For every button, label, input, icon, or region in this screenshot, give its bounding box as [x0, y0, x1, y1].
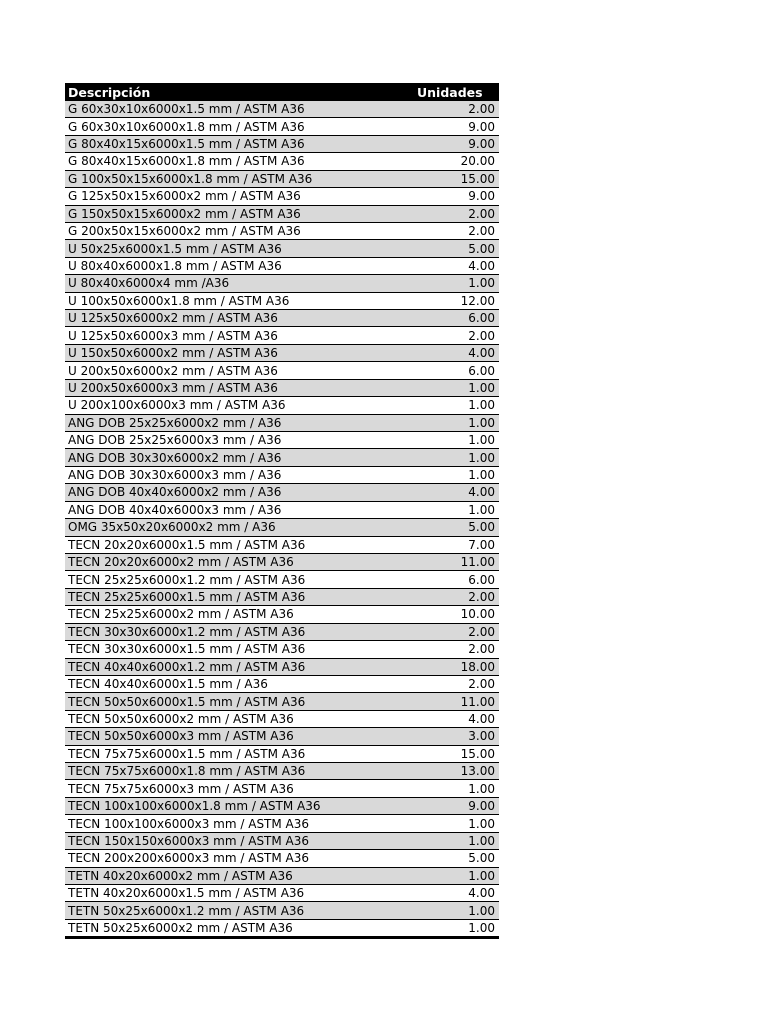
table-row [65, 275, 499, 292]
table-row [65, 206, 499, 223]
cell-units: 1.00 [468, 450, 495, 465]
cell-description: U 100x50x6000x1.8 mm / ASTM A36 [68, 293, 290, 308]
cell-units: 4.00 [468, 711, 495, 726]
cell-description: ANG DOB 25x25x6000x3 mm / A36 [68, 433, 282, 448]
table-row [65, 188, 499, 205]
cell-description: TECN 75x75x6000x1.8 mm / ASTM A36 [68, 764, 306, 779]
cell-units: 1.00 [468, 433, 495, 448]
cell-description: TECN 30x30x6000x1.5 mm / ASTM A36 [68, 642, 306, 657]
cell-description: ANG DOB 40x40x6000x3 mm / A36 [68, 502, 282, 517]
cell-units: 9.00 [468, 137, 495, 152]
cell-units: 20.00 [460, 154, 495, 169]
cell-units: 5.00 [468, 851, 495, 866]
cell-units: 2.00 [468, 328, 495, 343]
table-row [65, 659, 499, 676]
cell-description: TECN 100x100x6000x3 mm / ASTM A36 [68, 816, 310, 831]
table-row [65, 415, 499, 432]
table-row [65, 868, 499, 885]
cell-units: 10.00 [460, 607, 495, 622]
cell-units: 18.00 [460, 659, 495, 674]
table-row [65, 571, 499, 588]
cell-description: TETN 40x20x6000x1.5 mm / ASTM A36 [68, 886, 305, 901]
cell-units: 11.00 [460, 555, 495, 570]
cell-units: 1.00 [468, 415, 495, 430]
cell-description: U 80x40x6000x1.8 mm / ASTM A36 [68, 259, 282, 273]
table-row [65, 223, 499, 240]
table-row [65, 362, 499, 379]
cell-description: G 80x40x15x6000x1.8 mm / ASTM A36 [68, 154, 305, 169]
cell-description: OMG 35x50x20x6000x2 mm / A36 [68, 520, 276, 535]
cell-units: 9.00 [468, 189, 495, 204]
table-row [65, 153, 499, 170]
cell-description: U 200x50x6000x3 mm / ASTM A36 [68, 380, 278, 395]
cell-description: U 125x50x6000x2 mm / ASTM A36 [68, 311, 278, 326]
table-row [65, 728, 499, 745]
cell-units: 11.00 [460, 694, 495, 709]
table-row [65, 693, 499, 710]
cell-description: G 150x50x15x6000x2 mm / ASTM A36 [68, 206, 301, 221]
cell-units: 5.00 [468, 241, 495, 256]
table-row [65, 763, 499, 780]
cell-units: 9.00 [468, 799, 495, 814]
cell-description: TECN 20x20x6000x2 mm / ASTM A36 [68, 555, 294, 570]
table-row [65, 484, 499, 501]
cell-units: 1.00 [468, 868, 495, 883]
cell-units: 15.00 [460, 746, 495, 761]
table-row [65, 746, 499, 763]
cell-description: U 80x40x6000x4 mm /A36 [68, 276, 230, 291]
table-row [65, 136, 499, 153]
table-row [65, 554, 499, 571]
cell-description: ANG DOB 40x40x6000x2 mm / A36 [68, 485, 282, 500]
cell-description: G 100x50x15x6000x1.8 mm / ASTM A36 [68, 171, 313, 186]
cell-units: 1.00 [468, 398, 495, 413]
cell-units: 1.00 [468, 921, 495, 936]
cell-units: 4.00 [468, 259, 495, 273]
cell-description: TETN 50x25x6000x1.2 mm / ASTM A36 [68, 903, 305, 918]
cell-description: TECN 50x50x6000x1.5 mm / ASTM A36 [68, 694, 306, 709]
cell-units: 6.00 [468, 363, 495, 378]
cell-units: 6.00 [468, 572, 495, 587]
cell-description: TETN 40x20x6000x2 mm / ASTM A36 [68, 868, 293, 883]
cell-description: TETN 50x25x6000x2 mm / ASTM A36 [68, 921, 293, 936]
cell-units: 1.00 [468, 903, 495, 918]
table-row [65, 606, 499, 623]
cell-description: TECN 25x25x6000x1.2 mm / ASTM A36 [68, 572, 306, 587]
table-row [65, 380, 499, 397]
cell-description: ANG DOB 25x25x6000x2 mm / A36 [68, 415, 282, 430]
cell-description: TECN 100x100x6000x1.8 mm / ASTM A36 [68, 799, 321, 814]
table-row [65, 798, 499, 815]
table-row [65, 467, 499, 484]
cell-description: TECN 150x150x6000x3 mm / ASTM A36 [68, 833, 310, 848]
table-row [65, 833, 499, 850]
cell-units: 2.00 [468, 224, 495, 239]
cell-units: 4.00 [468, 346, 495, 361]
table-row [65, 885, 499, 902]
cell-units: 2.00 [468, 102, 495, 117]
table-header [65, 83, 499, 101]
cell-units: 4.00 [468, 485, 495, 500]
table-row [65, 310, 499, 327]
table-body [65, 101, 499, 937]
cell-units: 1.00 [468, 833, 495, 848]
materials-table [65, 83, 499, 939]
cell-description: TECN 20x20x6000x1.5 mm / ASTM A36 [68, 537, 306, 552]
table-row [65, 258, 499, 275]
cell-units: 1.00 [468, 781, 495, 796]
table-row [65, 240, 499, 257]
cell-units: 5.00 [468, 520, 495, 535]
cell-description: G 125x50x15x6000x2 mm / ASTM A36 [68, 189, 301, 204]
cell-description: G 60x30x10x6000x1.8 mm / ASTM A36 [68, 119, 305, 134]
cell-description: G 80x40x15x6000x1.5 mm / ASTM A36 [68, 137, 305, 152]
cell-units: 1.00 [468, 816, 495, 831]
table-row [65, 327, 499, 344]
cell-units: 13.00 [460, 764, 495, 779]
header-description: Descripción [68, 84, 151, 100]
cell-units: 2.00 [468, 590, 495, 605]
cell-units: 2.00 [468, 624, 495, 639]
cell-units: 15.00 [460, 171, 495, 186]
table-row [65, 101, 499, 118]
cell-description: U 200x100x6000x3 mm / ASTM A36 [68, 398, 286, 413]
table-row [65, 502, 499, 519]
cell-description: U 125x50x6000x3 mm / ASTM A36 [68, 328, 278, 343]
cell-units: 3.00 [468, 729, 495, 744]
cell-description: TECN 40x40x6000x1.2 mm / ASTM A36 [68, 659, 306, 674]
table-row [65, 537, 499, 554]
cell-description: TECN 75x75x6000x3 mm / ASTM A36 [68, 781, 294, 796]
table-row [65, 641, 499, 658]
cell-description: G 200x50x15x6000x2 mm / ASTM A36 [68, 224, 301, 239]
table-row [65, 902, 499, 919]
cell-description: G 60x30x10x6000x1.5 mm / ASTM A36 [68, 102, 305, 117]
table-row [65, 815, 499, 832]
table-row [65, 449, 499, 466]
cell-units: 2.00 [468, 206, 495, 221]
table-row [65, 171, 499, 188]
table-row [65, 850, 499, 867]
cell-description: TECN 50x50x6000x2 mm / ASTM A36 [68, 711, 294, 726]
cell-units: 1.00 [468, 468, 495, 483]
table-row [65, 345, 499, 362]
cell-description: U 150x50x6000x2 mm / ASTM A36 [68, 346, 278, 361]
table-row [65, 676, 499, 693]
cell-description: ANG DOB 30x30x6000x3 mm / A36 [68, 468, 282, 483]
cell-units: 1.00 [468, 502, 495, 517]
cell-units: 1.00 [468, 276, 495, 291]
cell-units: 2.00 [468, 677, 495, 692]
cell-units: 2.00 [468, 642, 495, 657]
header-units: Unidades [417, 84, 483, 100]
table-row [65, 780, 499, 797]
table-row [65, 624, 499, 641]
cell-description: TECN 50x50x6000x3 mm / ASTM A36 [68, 729, 294, 744]
table-row [65, 293, 499, 310]
cell-description: TECN 25x25x6000x1.5 mm / ASTM A36 [68, 590, 306, 605]
table-row [65, 519, 499, 536]
table-row [65, 432, 499, 449]
cell-units: 12.00 [460, 293, 495, 308]
cell-units: 9.00 [468, 119, 495, 134]
table-row [65, 397, 499, 414]
cell-description: ANG DOB 30x30x6000x2 mm / A36 [68, 450, 282, 465]
cell-description: TECN 30x30x6000x1.2 mm / ASTM A36 [68, 624, 306, 639]
cell-units: 6.00 [468, 311, 495, 326]
table-row [65, 920, 499, 937]
table-row [65, 711, 499, 728]
cell-description: TECN 75x75x6000x1.5 mm / ASTM A36 [68, 746, 306, 761]
table-row [65, 589, 499, 606]
cell-description: U 50x25x6000x1.5 mm / ASTM A36 [68, 241, 282, 256]
cell-units: 1.00 [468, 380, 495, 395]
cell-description: TECN 40x40x6000x1.5 mm / A36 [68, 677, 268, 692]
table-row [65, 118, 499, 135]
cell-units: 7.00 [468, 537, 495, 552]
cell-description: U 200x50x6000x2 mm / ASTM A36 [68, 363, 278, 378]
cell-description: TECN 25x25x6000x2 mm / ASTM A36 [68, 607, 294, 622]
cell-description: TECN 200x200x6000x3 mm / ASTM A36 [68, 851, 310, 866]
cell-units: 4.00 [468, 886, 495, 901]
